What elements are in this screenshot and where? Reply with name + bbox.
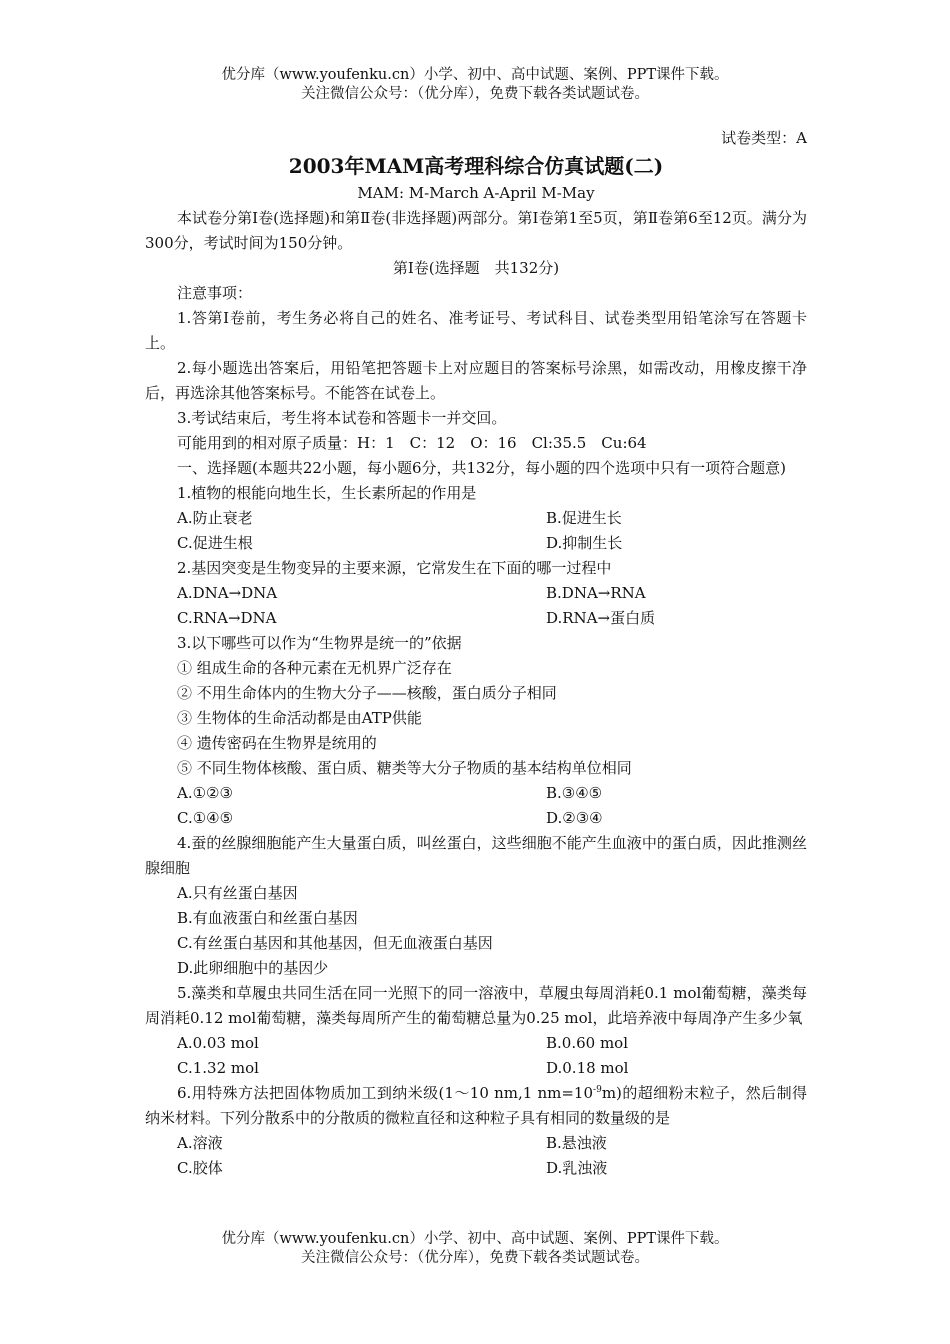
page-footer — [0, 1230, 950, 1268]
option-b: B.促进生长 — [546, 509, 622, 527]
option-b: B.DNA→RNA — [546, 584, 646, 602]
option-a: A.0.03 mol — [177, 1034, 259, 1052]
option-a: A.防止衰老 — [177, 509, 253, 527]
exam-subtitle: MAM: M-March A-April M-May — [357, 184, 595, 202]
question-3-options-row — [145, 781, 807, 806]
part-1-heading: 一、选择题(本题共22小题，每小题6分，共132分，每小题的四个选项中只有一项符合题意) — [177, 459, 786, 477]
option-a: A.溶液 — [177, 1134, 223, 1152]
option-d: D.抑制生长 — [546, 534, 623, 552]
question-5-options-row — [145, 1056, 807, 1081]
header-line-2: 关注微信公众号：（优分库），免费下载各类试题试卷。 — [301, 86, 649, 102]
question-3-options-row — [145, 806, 807, 831]
question-3-item: ⑤ 不同生物体核酸、蛋白质、糖类等大分子物质的基本结构单位相同 — [177, 759, 632, 777]
footer-line-2: 关注微信公众号：（优分库），免费下载各类试题试卷。 — [301, 1250, 649, 1266]
notice-item: 3.考试结束后，考生将本试卷和答题卡一并交回。 — [177, 409, 507, 427]
section-1-title: 第Ⅰ卷(选择题 共132分) — [392, 259, 560, 277]
option-d: D.此卵细胞中的基因少 — [177, 959, 329, 977]
option-b: B.有血液蛋白和丝蛋白基因 — [177, 909, 358, 927]
notice-item: 2.每小题选出答案后，用铅笔把答题卡上对应题目的答案标号涂黑，如需改动，用橡皮擦干净后，再选涂其他答案标号。不能答在试卷上。 — [145, 359, 807, 402]
paper-type: 试卷类型：A — [721, 129, 807, 147]
option-a: A.DNA→DNA — [177, 584, 278, 602]
option-d: D.RNA→蛋白质 — [546, 609, 656, 627]
question-3-item: ③ 生物体的生命活动都是由ATP供能 — [177, 709, 422, 727]
page-header — [0, 66, 950, 104]
question-6-options-row — [145, 1131, 807, 1156]
option-b: B.③④⑤ — [546, 784, 603, 802]
question-2-options-row — [145, 606, 807, 631]
option-d: D.②③④ — [546, 809, 603, 827]
notice-item: 1.答第Ⅰ卷前，考生务必将自己的姓名、准考证号、考试科目、试卷类型用铅笔涂写在答题卡上。 — [145, 309, 807, 352]
exam-title: 2003年MAM高考理科综合仿真试题(二) — [288, 154, 664, 178]
option-d: D.乳浊液 — [546, 1159, 608, 1177]
option-c: C.RNA→DNA — [177, 609, 277, 627]
question-1-stem: 1.植物的根能向地生长，生长素所起的作用是 — [177, 484, 477, 502]
question-6-stem-part-2: m)的超细粉末粒子，然后制得纳米材料。下列分散系中的分散质的微粒直径和这种粒子具有相同的数量级的是 — [145, 1084, 808, 1127]
question-2-options-row — [145, 581, 807, 606]
option-b: B.悬浊液 — [546, 1134, 607, 1152]
option-c: C.1.32 mol — [177, 1059, 259, 1077]
notice-title: 注意事项： — [177, 284, 253, 302]
question-1-options-row — [145, 531, 807, 556]
option-c: C.①④⑤ — [177, 809, 234, 827]
question-2-stem: 2.基因突变是生物变异的主要来源，它常发生在下面的哪一过程中 — [177, 559, 612, 577]
question-4-stem: 4.蚕的丝腺细胞能产生大量蛋白质，叫丝蛋白，这些细胞不能产生血液中的蛋白质，因此推测丝腺细胞 — [145, 834, 807, 877]
question-1-options-row — [145, 506, 807, 531]
atomic-masses: 可能用到的相对原子质量：H：1 C：12 O：16 Cl:35.5 Cu:64 — [177, 434, 647, 452]
option-c: C.促进生根 — [177, 534, 253, 552]
exponent: -9 — [593, 1085, 602, 1095]
option-b: B.0.60 mol — [546, 1034, 629, 1052]
exam-content — [145, 126, 807, 1181]
question-5-options-row — [145, 1031, 807, 1056]
question-3-stem: 3.以下哪些可以作为“生物界是统一的”依据 — [177, 634, 462, 652]
option-c: C.有丝蛋白基因和其他基因，但无血液蛋白基因 — [177, 934, 493, 952]
question-3-item: ① 组成生命的各种元素在无机界广泛存在 — [177, 659, 452, 677]
footer-line-1: 优分库（www.youfenku.cn）小学、初中、高中试题、案例、PPT课件下载。 — [221, 1231, 729, 1247]
question-6-stem-part-1: 6.用特殊方法把固体物质加工到纳米级(1～10 nm,1 nm=10 — [177, 1084, 594, 1102]
option-d: D.0.18 mol — [546, 1059, 629, 1077]
intro-paragraph: 本试卷分第Ⅰ卷(选择题)和第Ⅱ卷(非选择题)两部分。第Ⅰ卷第1至5页，第Ⅱ卷第6至12页。满分为300分，考试时间为150分钟。 — [145, 209, 807, 252]
header-line-1: 优分库（www.youfenku.cn）小学、初中、高中试题、案例、PPT课件下载。 — [221, 67, 729, 83]
question-6-stem — [145, 1081, 807, 1131]
option-a: A.只有丝蛋白基因 — [177, 884, 298, 902]
question-6-options-row — [145, 1156, 807, 1181]
question-3-item: ④ 遗传密码在生物界是统用的 — [177, 734, 377, 752]
option-a: A.①②③ — [177, 784, 233, 802]
option-c: C.胶体 — [177, 1159, 223, 1177]
question-3-item: ② 不用生命体内的生物大分子——核酸，蛋白质分子相同 — [177, 684, 557, 702]
question-5-stem: 5.藻类和草履虫共同生活在同一光照下的同一溶液中，草履虫每周消耗0.1 mol葡萄糖，藻类每周消耗0.12 mol葡萄糖，藻类每周所产生的葡萄糖总量为0.25 mol，此培养液中每周净产生多少氧 — [145, 984, 807, 1027]
